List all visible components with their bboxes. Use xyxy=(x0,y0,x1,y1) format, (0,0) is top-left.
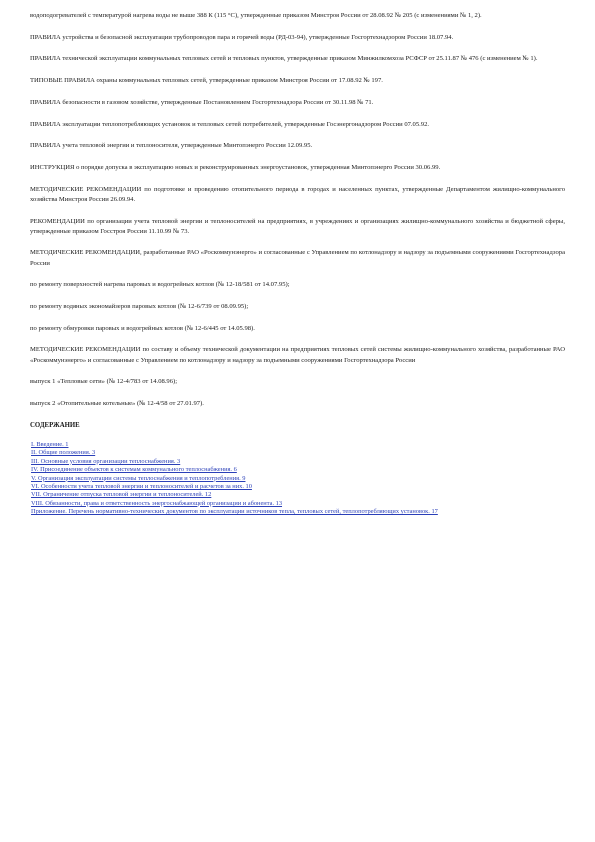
paragraph-6: ПРАВИЛА эксплуатации теплопотребляющих установок и тепловых сетей потребителей, утвержденные Госэнергонадзором России 07.05.92. xyxy=(30,120,430,128)
paragraph-15: МЕТОДИЧЕСКИЕ РЕКОМЕНДАЦИИ по составу и объему технической документации на предприятиях тепловых сетей системы жилищно-коммунального хозяйства, разработанные РАО «Роскоммунэнерго» и согласованные с Управлением по котлонадзору и надзору за подъемными сооружениями Госгортехнадзора России xyxy=(30,346,565,364)
paragraph-13: по ремонту водяных экономайзеров паровых котлов (№ 12-6/739 от 08.09.95); xyxy=(30,303,249,311)
paragraph-12: по ремонту поверхностей нагрева паровых и водогрейных котлов (№ 12-18/581 от 14.07.95); xyxy=(30,281,290,289)
paragraph-9: МЕТОДИЧЕСКИЕ РЕКОМЕНДАЦИИ по подготовке и проведению отопительного периода в городах и населенных пунктах, утвержденные Департаментом жилищно-коммунального хозяйства Минстроя России 26.09.94. xyxy=(30,185,565,203)
paragraph-4: ТИПОВЫЕ ПРАВИЛА охраны коммунальных тепловых сетей, утвержденные приказом Минстроя России от 17.08.92 № 197. xyxy=(30,77,383,85)
document-page xyxy=(30,11,565,517)
toc-link-appendix[interactable]: Приложение. Перечень нормативно-технических документов по эксплуатации источников тепла, тепловых сетей, теплопотребляющих установок. 17 xyxy=(31,508,438,516)
toc-link-7[interactable]: VII. Ограничение отпуска тепловой энергии и теплоносителей. 12 xyxy=(31,491,212,499)
table-of-contents xyxy=(31,441,565,517)
paragraph-8: ИНСТРУКЦИЯ о порядке допуска в эксплуатацию новых и реконструированных энергоустановок, утвержденная Минтопэнерго России 30.06.99. xyxy=(30,163,441,171)
paragraph-10: РЕКОМЕНДАЦИИ по организации учета тепловой энергии и теплоносителей на предприятиях, в учреждениях и организациях жилищно-коммунального хозяйства и бюджетной сферы, утвержденные приказом Госстроя России 11.10.99 № 73. xyxy=(30,217,565,235)
toc-link-1[interactable]: I. Введение. 1 xyxy=(31,440,69,448)
paragraph-5: ПРАВИЛА безопасности в газовом хозяйстве, утвержденные Постановлением Госгортехнадзора России от 30.11.98 № 71. xyxy=(30,98,374,106)
paragraph-11: МЕТОДИЧЕСКИЕ РЕКОМЕНДАЦИИ, разработанные РАО «Роскоммунэнерго» и согласованные с Управлением по котлонадзору и надзору за подъемными сооружениями Госгортехнадзора России xyxy=(30,249,565,267)
paragraph-14: по ремонту обмуровки паровых и водогрейных котлов (№ 12-6/445 от 14.05.98). xyxy=(30,324,255,332)
toc-link-5[interactable]: V. Организация эксплуатации системы теплоснабжения и теплопотребления. 9 xyxy=(31,474,246,482)
paragraph-3: ПРАВИЛА технической эксплуатации коммунальных тепловых сетей и тепловых пунктов, утвержденные приказом Минжилкомхоза РСФСР от 25.11.87 № 476 (с изменением № 1). xyxy=(30,55,538,63)
toc-link-4[interactable]: IV. Присоединение объектов к системам коммунального теплоснабжения. 6 xyxy=(31,466,237,474)
toc-link-8[interactable]: VIII. Обязанности, права и ответственность энергоснабжающей организации и абонента. 13 xyxy=(31,499,283,507)
paragraph-2: ПРАВИЛА устройства и безопасной эксплуатации трубопроводов пара и горячей воды (РД-03-94), утвержденные Госгортехнадзором России 18.07.94. xyxy=(30,33,454,41)
paragraph-7: ПРАВИЛА учета тепловой энергии и теплоносителя, утвержденные Минтопэнерго России 12.09.95. xyxy=(30,142,313,150)
toc-link-3[interactable]: III. Основные условия организации теплоснабжения. 3 xyxy=(31,457,181,465)
toc-link-6[interactable]: VI. Особенности учета тепловой энергии и теплоносителей и расчетов за них. 10 xyxy=(31,483,252,490)
paragraph-16: выпуск 1 «Тепловые сети» (№ 12-4/783 от 14.08.96); xyxy=(30,378,178,386)
paragraph-17: выпуск 2 «Отопительные котельные» (№ 12-4/58 от 27.01.97). xyxy=(30,400,204,408)
toc-title: СОДЕРЖАНИЕ xyxy=(30,421,80,429)
toc-link-2[interactable]: II. Общие положения. 3 xyxy=(31,449,96,457)
paragraph-1: водоподогревателей с температурой нагрева воды не выше 388 К (115 °С), утвержденные приказом Минстроя России от 28.08.92 № 205 (с изменениями № 1, 2). xyxy=(30,12,482,19)
